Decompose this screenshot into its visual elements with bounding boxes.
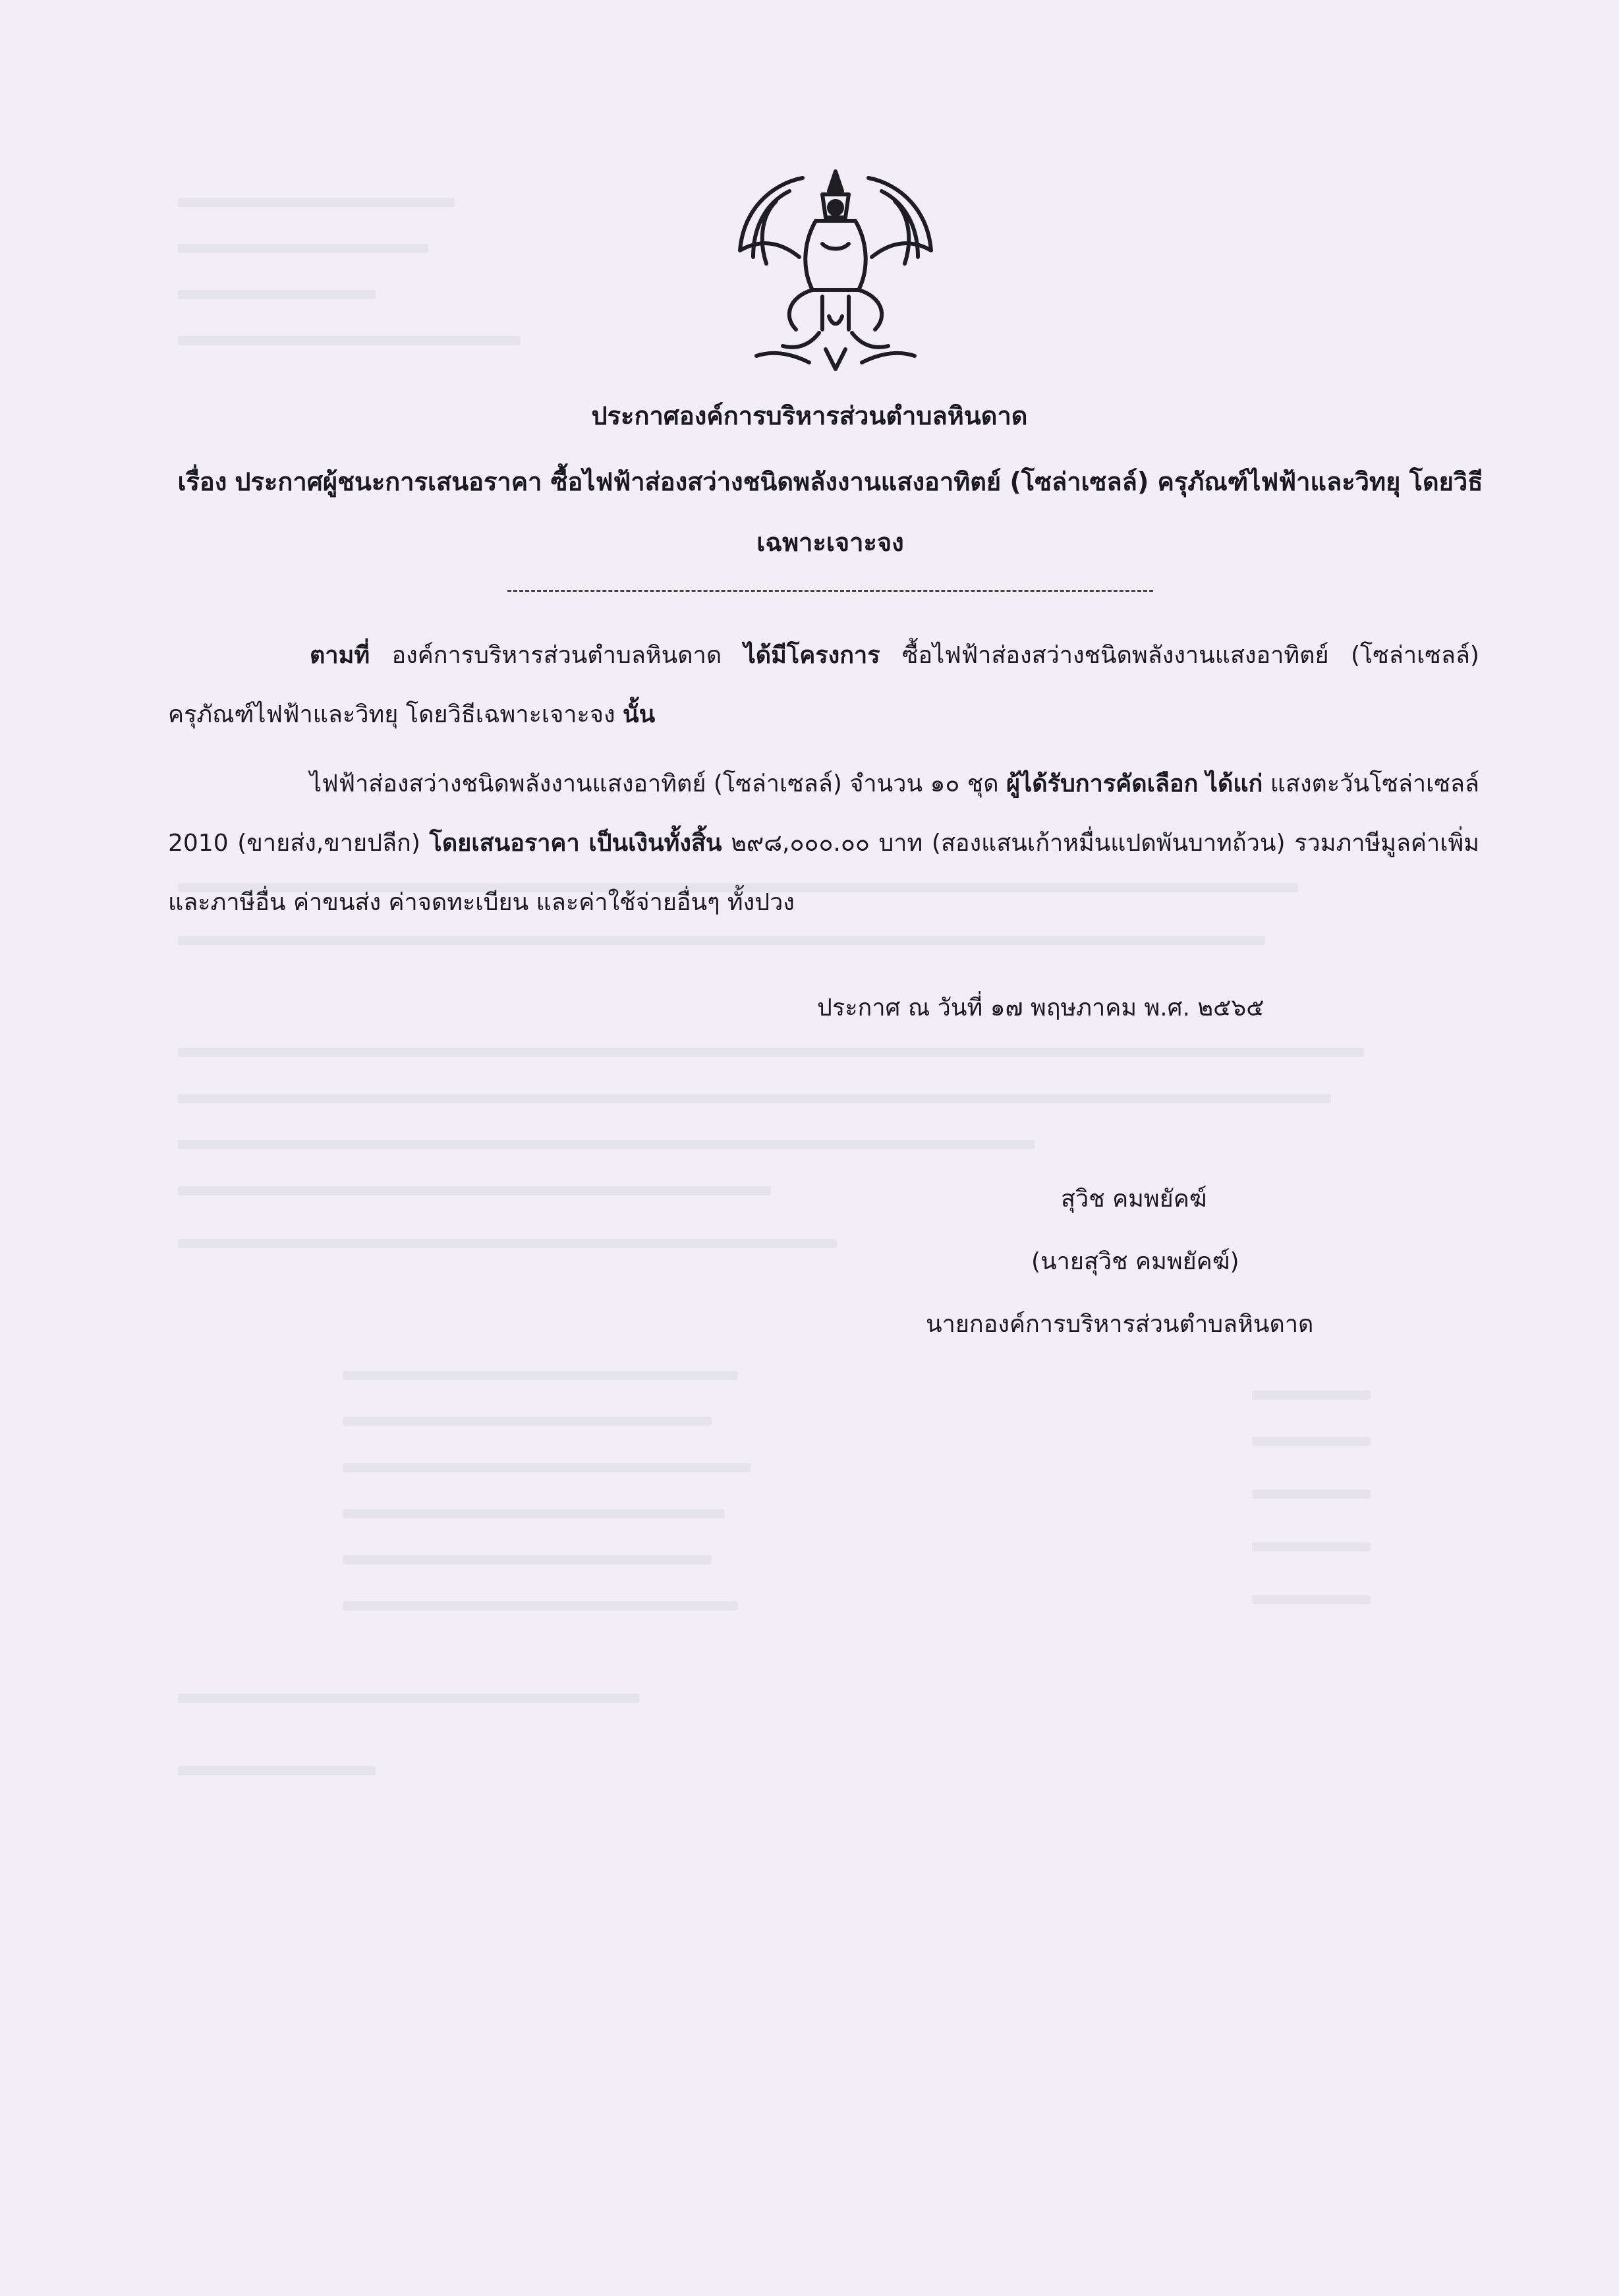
paragraph-project [168,626,1479,745]
signature-full-name: (นายสุวิช คมพยัคฆ์) [1031,1248,1239,1275]
subject-label: เรื่อง [177,467,227,496]
p2-offer: โดยเสนอราคา [429,830,580,857]
p2-total: เป็นเงินทั้งสิ้น [588,830,722,857]
p2-selected: ผู้ได้รับการคัดเลือก [1006,770,1199,797]
garuda-emblem-icon [724,158,948,376]
p2-item: ไฟฟ้าส่องสว่างชนิดพลังงานแสงอาทิตย์ (โซล่าเซลล์) จำนวน ๑๐ ชุด [310,770,999,797]
divider [507,590,1153,592]
p1-mid: ได้มีโครงการ [743,642,880,669]
p1-project: ซื้อไฟฟ้าส่องสว่างชนิดพลังงานแสงอาทิตย์ (โซล่าเซลล์) ครุภัณฑ์ไฟฟ้าและวิทยุ โดยวิธีเฉพาะเจาะจง [168,642,1479,728]
p2-amount: ๒๙๘,๐๐๐.๐๐ บาท (สองแสนเก้าหมื่นแปดพันบาทถ้วน) [731,830,1286,857]
p2-winner: แสงตะวันโซล่าเซลล์ 2010 (ขายส่ง,ขายปลีก) [168,770,1479,857]
subject-line [175,451,1486,573]
subject-text: ประกาศผู้ชนะการเสนอราคา ซื้อไฟฟ้าส่องสว่างชนิดพลังงานแสงอาทิตย์ (โซล่าเซลล์) ครุภัณฑ์ไฟฟ้าและวิทยุ โดยวิธีเฉพาะเจาะจง [235,467,1483,557]
paragraph-winner [168,755,1479,933]
p1-lead: ตามที่ [310,642,370,669]
p1-org: องค์การบริหารส่วนตำบลหินดาด [391,642,722,669]
p2-winner-label: ได้แก่ [1205,770,1263,797]
signature-name: สุวิช คมพยัคฆ์ [1061,1186,1207,1213]
announcement-date: ประกาศ ณ วันที่ ๑๗ พฤษภาคม พ.ศ. ๒๕๖๕ [817,994,1264,1021]
organization-heading: ประกาศองค์การบริหารส่วนตำบลหินดาด [591,401,1028,430]
p1-end: นั้น [623,701,656,728]
p2-tail: รวมภาษีมูลค่าเพิ่มและภาษีอื่น ค่าขนส่ง ค่าจดทะเบียน และค่าใช้จ่ายอื่นๆ ทั้งปวง [168,830,1479,916]
signature-title: นายกองค์การบริหารส่วนตำบลหินดาด [926,1311,1314,1338]
